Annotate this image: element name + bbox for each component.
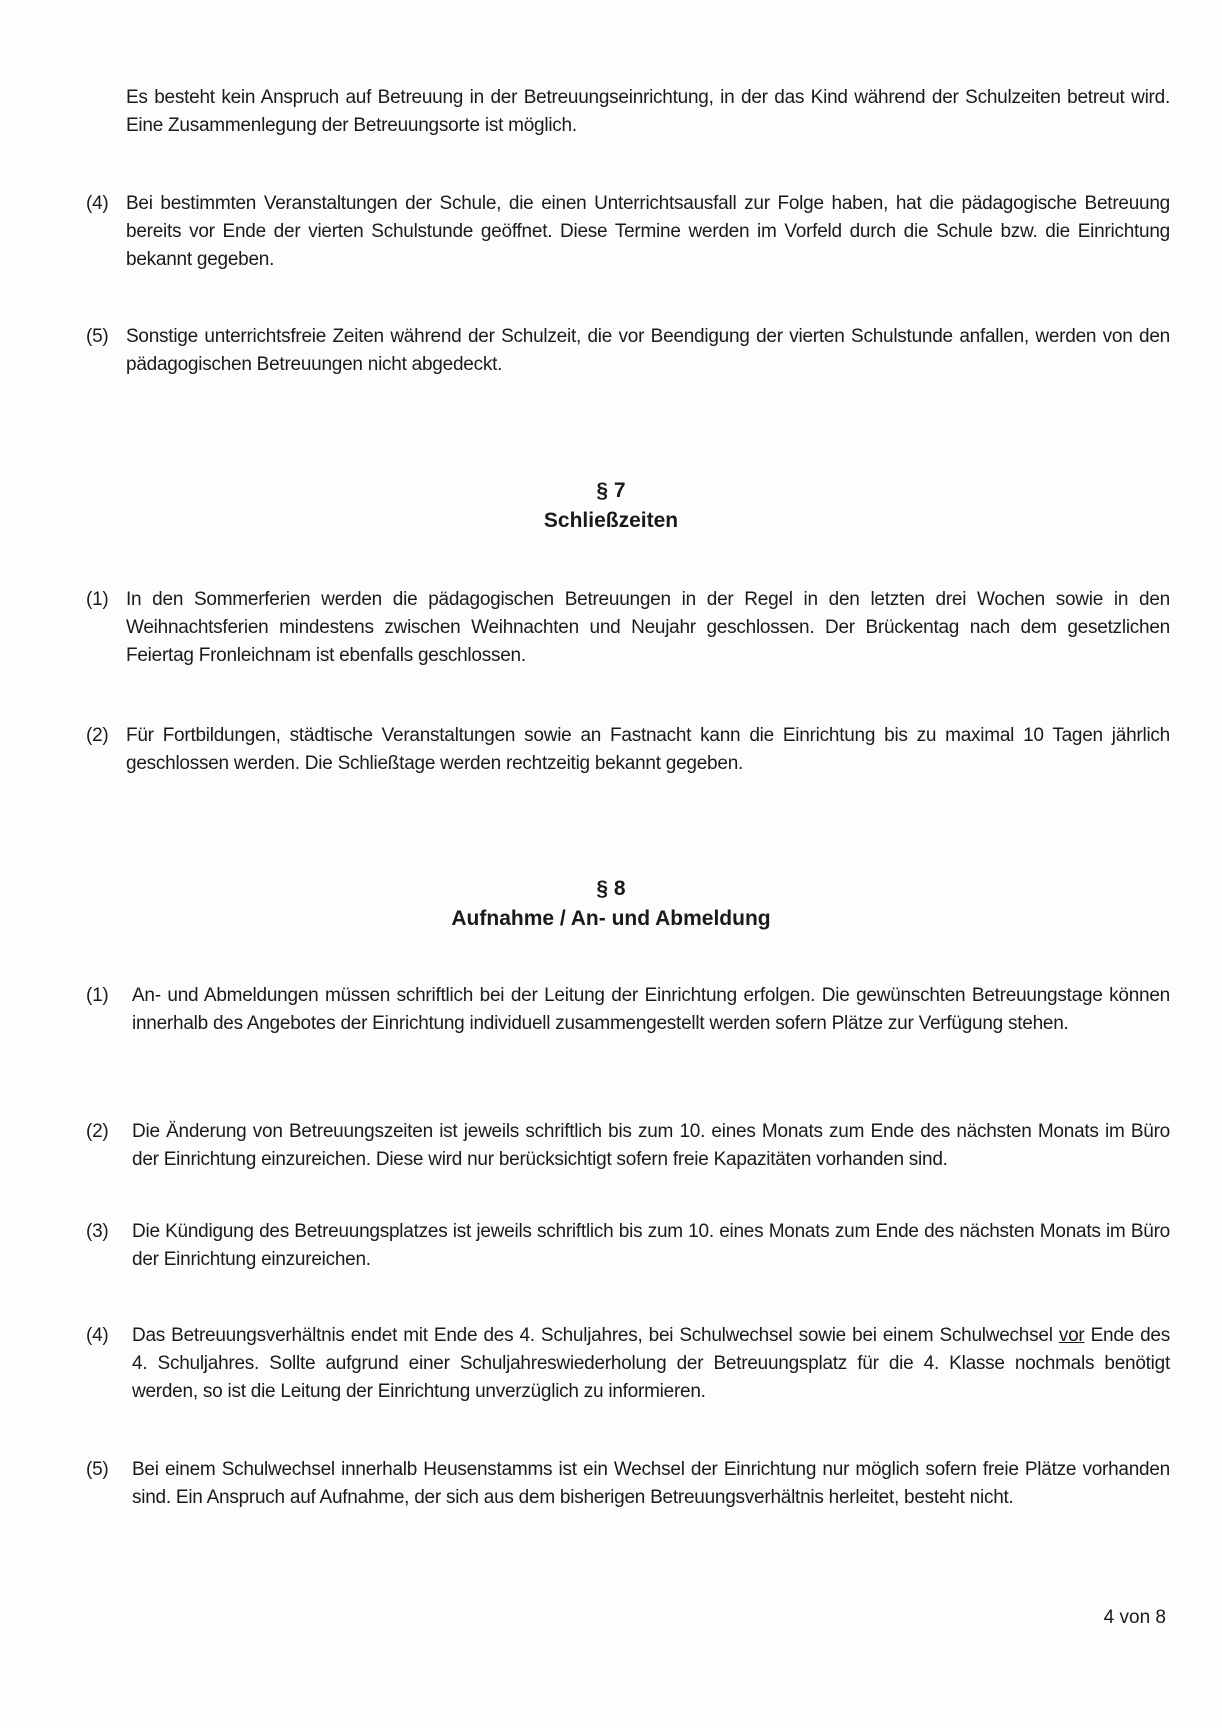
paragraph-6-5 [86, 323, 1170, 379]
paragraph-6-4 [86, 190, 1170, 274]
paragraph-7-2 [86, 722, 1170, 778]
paragraph-number: (5) [86, 326, 109, 347]
paragraph-number: (4) [86, 193, 109, 214]
paragraph-8-4 [86, 1322, 1170, 1406]
section-7-number: § 7 [596, 479, 626, 502]
paragraph-7-1 [86, 586, 1170, 670]
paragraph-number: (1) [86, 589, 109, 610]
paragraph-text: In den Sommerferien werden die pädagogischen Betreuungen in der Regel in den letzten drei Wochen sowie in den Weihnachtsferien mindestens zwischen Weihnachten und Neujahr geschlossen. Der Brückentag nach dem gesetzlichen Feiertag Fronleichnam ist ebenfalls geschlossen. [126, 589, 1170, 666]
paragraph-text-part: Das Betreuungsverhältnis endet mit Ende des 4. Schuljahres, bei Schulwechsel sowie bei einem Schulwechsel [132, 1325, 1053, 1346]
paragraph-8-5 [86, 1456, 1170, 1512]
page-number: 4 von 8 [1103, 1607, 1166, 1628]
paragraph-text: Sonstige unterrichtsfreie Zeiten während der Schulzeit, die vor Beendigung der vierten Schulstunde anfallen, werden von den pädagogischen Betreuungen nicht abgedeckt. [126, 326, 1170, 375]
paragraph-number: (2) [86, 1121, 109, 1142]
paragraph-text: Für Fortbildungen, städtische Veranstaltungen sowie an Fastnacht kann die Einrichtung bis zu maximal 10 Tagen jährlich geschlossen werden. Die Schließtage werden rechtzeitig bekannt gegeben. [126, 725, 1170, 774]
paragraph-text: Die Änderung von Betreuungszeiten ist jeweils schriftlich bis zum 10. eines Monats zum Ende des nächsten Monats im Büro der Einrichtung einzureichen. Diese wird nur berücksichtigt sofern freie Kapazitäten vorhanden sind. [132, 1121, 1170, 1170]
paragraph-8-1 [86, 982, 1170, 1038]
paragraph-number: (5) [86, 1459, 109, 1480]
paragraph-text: Bei einem Schulwechsel innerhalb Heusenstamms ist ein Wechsel der Einrichtung nur möglich sofern freie Plätze vorhanden sind. Ein Anspruch auf Aufnahme, der sich aus dem bisherigen Betreuungsverhältnis herleitet, besteht nicht. [132, 1459, 1170, 1508]
section-7-title: Schließzeiten [543, 509, 679, 532]
paragraph-number: (2) [86, 725, 109, 746]
paragraph-text: An- und Abmeldungen müssen schriftlich bei der Leitung der Einrichtung erfolgen. Die gewünschten Betreuungstage können innerhalb des Angebotes der Einrichtung individuell zusammengestellt werden sofern Plätze zur Verfügung stehen. [132, 985, 1170, 1034]
paragraph-text [132, 1322, 1170, 1406]
section-8-number: § 8 [596, 877, 626, 900]
paragraph-8-3 [86, 1218, 1170, 1274]
paragraph-text: Bei bestimmten Veranstaltungen der Schule, die einen Unterrichtsausfall zur Folge haben, hat die pädagogische Betreuung bereits vor Ende der vierten Schulstunde geöffnet. Diese Termine werden im Vorfeld durch die Schule bzw. die Einrichtung bekannt gegeben. [126, 193, 1170, 270]
paragraph-8-2 [86, 1118, 1170, 1174]
paragraph-text: Die Kündigung des Betreuungsplatzes ist jeweils schriftlich bis zum 10. eines Monats zum Ende des nächsten Monats im Büro der Einrichtung einzureichen. [132, 1221, 1170, 1270]
paragraph-number: (1) [86, 985, 109, 1006]
paragraph-number: (3) [86, 1221, 109, 1242]
paragraph-number: (4) [86, 1325, 109, 1346]
intro-paragraph: Es besteht kein Anspruch auf Betreuung in der Betreuungseinrichtung, in der das Kind während der Schulzeiten betreut wird. Eine Zusammenlegung der Betreuungsorte ist möglich. [126, 87, 1170, 136]
paragraph-text-part: Ende des 4. Schuljahres. Sollte aufgrund einer Schuljahreswiederholung der Betreuungsplatz für die 4. Klasse nochmals benötigt werden, so ist die Leitung der Einrichtung unverzüglich zu informieren. [132, 1325, 1170, 1402]
section-8-title: Aufnahme / An- und Abmeldung [451, 907, 771, 930]
underlined-word: vor [1058, 1325, 1085, 1346]
